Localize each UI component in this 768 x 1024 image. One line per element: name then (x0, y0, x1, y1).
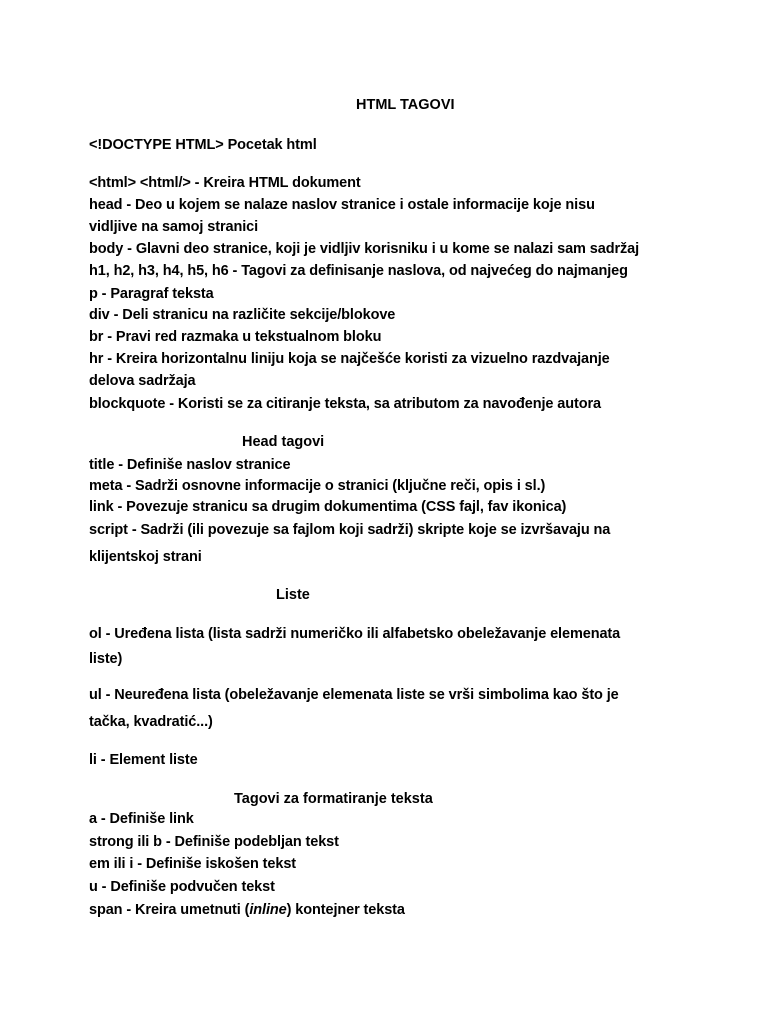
basic-tag-line: body - Glavni deo stranice, koji je vidljiv korisniku i u kome se nalazi sam sadržaj (89, 241, 640, 257)
head-tags-heading: Head tagovi (242, 434, 325, 450)
list-tag-line: li - Element liste (89, 752, 198, 768)
lists-heading: Liste (276, 587, 310, 603)
basic-tag-line: h1, h2, h3, h4, h5, h6 - Tagovi za definisanje naslova, od najvećeg do najmanjeg (89, 263, 628, 279)
formatting-tag-line: strong ili b - Definiše podebljan tekst (89, 834, 339, 850)
head-tag-line: link - Povezuje stranicu sa drugim dokumentima (CSS fajl, fav ikonica) (89, 499, 567, 515)
formatting-tags-heading: Tagovi za formatiranje teksta (234, 791, 433, 807)
basic-tag-line: blockquote - Koristi se za citiranje teksta, sa atributom za navođenje autora (89, 396, 602, 412)
list-tag-line: ol - Uređena lista (lista sadrži numeričko ili alfabetsko obeležavanje elemenata (89, 626, 621, 642)
basic-tag-line: p - Paragraf teksta (89, 286, 214, 302)
span-line-italic-word: inline (249, 902, 287, 918)
span-tag-line (89, 901, 405, 919)
formatting-tag-line: u - Definiše podvučen tekst (89, 879, 275, 895)
basic-tag-line: head - Deo u kojem se nalaze naslov stranice i ostale informacije koje nisu (89, 197, 595, 213)
head-tag-line: title - Definiše naslov stranice (89, 457, 291, 473)
formatting-tag-line: a - Definiše link (89, 811, 194, 827)
basic-tag-line: delova sadržaja (89, 373, 196, 389)
basic-tag-line: br - Pravi red razmaka u tekstualnom bloku (89, 329, 382, 345)
basic-tag-line: vidljive na samoj stranici (89, 219, 259, 235)
list-tag-line: tačka, kvadratić...) (89, 714, 213, 730)
head-tag-line: script - Sadrži (ili povezuje sa fajlom koji sadrži) skripte koje se izvršavaju na (89, 522, 611, 538)
doctype-line: <!DOCTYPE HTML> Pocetak html (89, 137, 317, 153)
formatting-tag-line: em ili i - Definiše iskošen tekst (89, 856, 297, 872)
span-line-end: ) kontejner teksta (286, 902, 405, 918)
document-title: HTML TAGOVI (356, 97, 455, 113)
head-tag-line: klijentskoj strani (89, 549, 202, 565)
basic-tag-line: div - Deli stranicu na različite sekcije/blokove (89, 307, 396, 323)
basic-tag-line: hr - Kreira horizontalnu liniju koja se najčešće koristi za vizuelno razdvajanje (89, 351, 610, 367)
span-line-start: span - Kreira umetnuti ( (89, 902, 250, 918)
list-tag-line: ul - Neuređena lista (obeležavanje elemenata liste se vrši simbolima kao što je (89, 687, 619, 703)
basic-tag-line: <html> <html/> - Kreira HTML dokument (89, 175, 361, 191)
list-tag-line: liste) (89, 651, 123, 667)
head-tag-line: meta - Sadrži osnovne informacije o stranici (ključne reči, opis i sl.) (89, 478, 546, 494)
